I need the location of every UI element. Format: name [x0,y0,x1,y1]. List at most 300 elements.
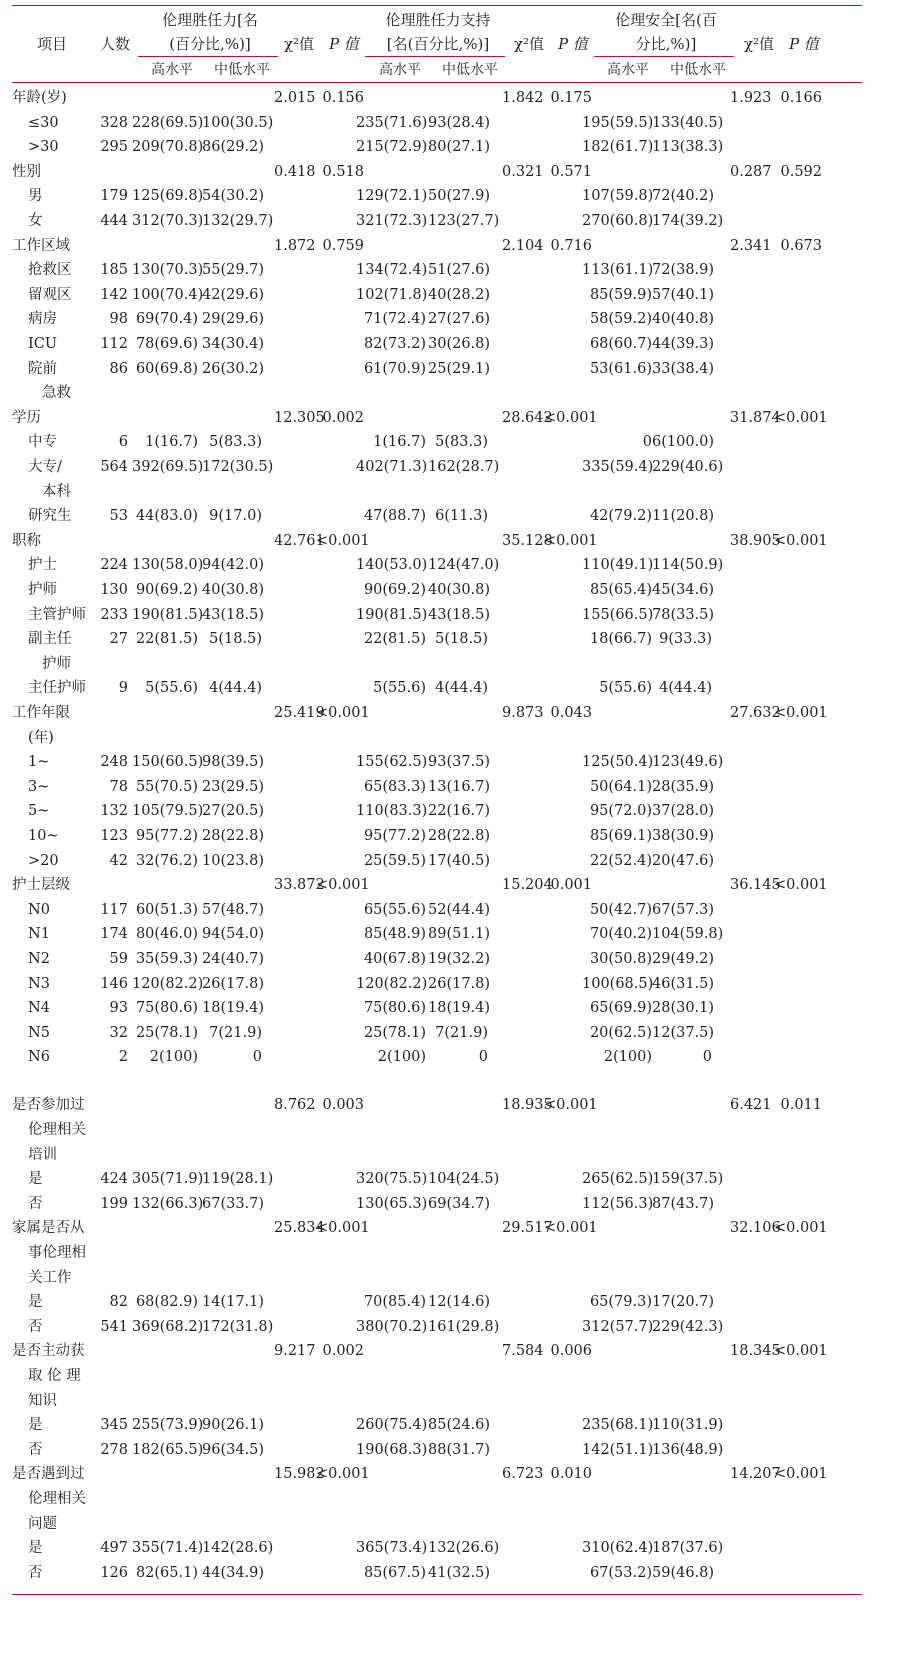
midlow-level-cell: 4(44.4) [659,680,712,697]
midlow-level-cell: 33(38.4) [652,360,715,377]
midlow-level-cell: 78(33.5) [652,606,715,623]
high-level-cell: 65(83.3) [363,778,426,795]
category-label: 家属是否从 [12,1220,85,1237]
high-level-cell: 55(70.5) [135,778,198,795]
high-level-cell: 2(100) [149,1049,198,1066]
header-group3-line1: 伦理安全[名(百 [615,11,717,29]
count-cell: 27 [109,631,128,648]
high-level-cell: 40(67.8) [363,951,426,967]
subheader-midlow-1: 中低水平 [214,62,270,78]
high-level-cell: 60(51.3) [135,901,198,918]
subcategory-label: ≤30 [28,114,59,131]
header-group1-line1: 伦理胜任力[名 [162,11,258,29]
midlow-level-cell: 27(27.6) [428,311,491,328]
high-level-cell: 120(82.2) [356,975,428,992]
chi-square-cell: 0.287 [730,163,772,180]
midlow-level-cell: 40(28.2) [428,286,491,303]
high-level-cell: 95(72.0) [589,803,652,820]
category-label: 培训 [28,1146,57,1163]
high-level-cell: 195(59.5) [582,114,654,131]
count-cell: 179 [100,188,128,205]
count-cell: 78 [109,778,128,795]
midlow-level-cell: 42(29.6) [202,286,265,303]
high-level-cell: 1(16.7) [145,434,198,451]
high-level-cell: 80(46.0) [135,926,198,943]
count-cell: 9 [118,680,128,697]
midlow-level-cell: 7(21.9) [209,1024,262,1041]
midlow-level-cell: 38(30.9) [652,828,715,844]
subcategory-label: N3 [28,975,50,992]
high-level-cell: 190(81.5) [132,606,204,623]
subcategory-label: 大专/ [28,459,62,475]
header-group3-line2: 分比,%)] [635,35,697,53]
high-level-cell: 235(71.6) [356,114,428,131]
count-cell: 345 [100,1417,128,1434]
midlow-level-cell: 57(48.7) [202,901,265,918]
chi-square-cell: 25.834 [274,1220,325,1237]
midlow-level-cell: 43(18.5) [202,606,265,623]
subcategory-label: 1~ [28,754,50,771]
midlow-level-cell: 6(100.0) [652,434,715,451]
high-level-cell: 120(82.2) [132,975,204,992]
header-chi3: χ²值 [743,35,775,53]
high-level-cell: 18(66.7) [589,631,652,648]
midlow-level-cell: 14(17.1) [202,1294,265,1311]
subcategory-label: 男 [28,188,43,205]
high-level-cell: 42(79.2) [589,508,652,525]
midlow-level-cell: 67(33.7) [202,1195,265,1212]
category-label: 知识 [28,1392,57,1409]
high-level-cell: 155(62.5) [356,754,428,771]
midlow-level-cell: 28(35.9) [652,778,715,795]
high-level-cell: 312(57.7) [582,1318,654,1335]
midlow-level-cell: 20(47.6) [652,852,715,869]
midlow-level-cell: 26(17.8) [202,975,265,992]
subheader-midlow-2: 中低水平 [442,62,498,78]
midlow-level-cell: 30(26.8) [428,336,491,352]
count-cell: 126 [100,1564,128,1581]
midlow-level-cell: 159(37.5) [652,1171,724,1188]
header-count: 人数 [99,35,130,53]
subcategory-label: 护师 [42,655,71,672]
category-label: 职称 [12,532,41,549]
midlow-level-cell: 44(34.9) [202,1564,265,1581]
count-cell: 174 [100,926,128,943]
chi-square-cell: 0.418 [274,163,316,180]
category-label: 是否主动获 [12,1343,85,1360]
count-cell: 224 [100,557,128,574]
midlow-level-cell: 124(47.0) [428,557,500,574]
midlow-level-cell: 18(19.4) [428,1000,491,1017]
category-label: 取 伦 理 [28,1367,81,1384]
midlow-level-cell: 90(26.1) [202,1417,265,1434]
chi-square-cell: 28.642 [502,409,553,426]
count-cell: 142 [100,286,128,303]
high-level-cell: 270(60.8) [582,213,654,229]
header-rule [12,82,862,83]
high-level-cell: 100(70.4) [132,286,204,303]
midlow-level-cell: 72(40.2) [652,188,715,205]
header-p2: P 值 [558,35,588,53]
midlow-level-cell: 98(39.5) [202,754,265,771]
high-level-cell: 265(62.5) [582,1171,654,1188]
header-item: 项目 [36,35,67,53]
midlow-level-cell: 40(30.8) [202,582,265,598]
count-cell: 86 [109,360,128,377]
midlow-level-cell: 34(30.4) [202,336,265,352]
high-level-cell: 402(71.3) [356,459,428,475]
high-level-cell: 150(60.5) [132,754,204,771]
midlow-level-cell: 37(28.0) [652,803,715,820]
midlow-level-cell: 55(29.7) [202,262,265,279]
midlow-level-cell: 113(38.3) [652,139,724,156]
subcategory-label: 10~ [28,828,59,844]
high-level-cell: 25(78.1) [135,1024,198,1041]
midlow-level-cell: 172(30.5) [202,459,274,475]
high-level-cell: 155(66.5) [582,606,654,623]
high-level-cell: 0 [642,434,652,451]
high-level-cell: 320(75.5) [356,1171,428,1188]
high-level-cell: 312(70.3) [132,213,204,229]
midlow-level-cell: 174(39.2) [652,213,724,229]
midlow-level-cell: 94(42.0) [202,557,265,574]
midlow-level-cell: 19(32.2) [428,951,491,967]
high-level-cell: 85(65.4) [589,582,652,598]
midlow-level-cell: 28(22.8) [202,828,265,844]
high-level-cell: 310(62.4) [582,1540,654,1557]
header-group1-line2: (百分比,%)] [169,35,251,53]
high-level-cell: 228(69.5) [132,114,204,131]
subcategory-label: 本科 [42,483,71,500]
high-level-cell: 20(62.5) [589,1024,652,1041]
header-chi2: χ²值 [513,35,545,53]
chi-square-cell: 18.935 [502,1097,553,1114]
subcategory-label: 院前 [28,360,57,377]
midlow-level-cell: 50(27.9) [428,188,491,205]
midlow-level-cell: 46(31.5) [652,975,715,992]
category-label: 事伦理相 [28,1244,86,1261]
midlow-level-cell: 88(31.7) [428,1441,491,1458]
subcategory-label: 3~ [28,778,50,795]
count-cell: 98 [109,311,128,328]
high-level-cell: 53(61.6) [589,360,652,377]
p-value-cell: 0.673 [780,237,822,254]
p-value-cell: 0.043 [550,705,592,721]
high-level-cell: 365(73.4) [356,1540,428,1557]
high-level-cell: 30(50.8) [589,951,652,967]
midlow-level-cell: 119(28.1) [202,1171,274,1188]
subcategory-label: >30 [28,139,59,156]
count-cell: 59 [109,951,128,967]
high-level-cell: 182(65.5) [132,1441,204,1458]
high-level-cell: 110(83.3) [356,803,428,820]
chi-square-cell: 29.517 [502,1220,553,1237]
category-label: 工作年限 [12,705,70,721]
high-level-cell: 5(55.6) [599,680,652,697]
category-label: 问题 [28,1515,57,1532]
count-cell: 117 [100,901,128,918]
count-cell: 112 [100,336,128,352]
chi-square-cell: 12.305 [274,409,325,426]
category-label: 是否参加过 [12,1097,85,1114]
midlow-level-cell: 136(48.9) [652,1441,724,1458]
midlow-level-cell: 5(18.5) [209,631,262,648]
midlow-level-cell: 229(42.3) [652,1318,724,1335]
subcategory-label: N5 [28,1024,50,1041]
midlow-level-cell: 86(29.2) [202,139,265,156]
midlow-level-cell: 0 [252,1049,262,1066]
midlow-level-cell: 18(19.4) [202,1000,265,1017]
subcategory-label: 护师 [28,582,57,598]
subcategory-label: 5~ [28,803,50,820]
high-level-cell: 130(70.3) [132,262,204,279]
midlow-level-cell: 27(20.5) [202,803,265,820]
midlow-level-cell: 41(32.5) [428,1564,491,1581]
high-level-cell: 105(79.5) [132,803,204,820]
midlow-level-cell: 132(26.6) [428,1540,500,1557]
midlow-level-cell: 87(43.7) [652,1195,715,1212]
high-level-cell: 182(61.7) [582,139,654,156]
high-level-cell: 90(69.2) [135,582,198,598]
high-level-cell: 260(75.4) [356,1417,428,1434]
high-level-cell: 90(69.2) [363,582,426,598]
chi-square-cell: 2.341 [730,237,772,254]
p-value-cell: 0.759 [322,237,364,254]
count-cell: 564 [100,459,128,475]
high-level-cell: 107(59.8) [582,188,654,205]
count-cell: 328 [100,114,128,131]
midlow-level-cell: 23(29.5) [202,778,265,795]
midlow-level-cell: 85(24.6) [428,1417,491,1434]
high-level-cell: 67(53.2) [589,1564,652,1581]
high-level-cell: 75(80.6) [135,1000,198,1017]
subheader-high-1: 高水平 [151,62,193,78]
midlow-level-cell: 100(30.5) [202,114,274,131]
p-value-cell: 0.002 [322,1343,364,1360]
count-cell: 185 [100,262,128,279]
midlow-level-cell: 104(59.8) [652,926,724,943]
p-value-cell: <0.001 [774,409,828,426]
chi-square-cell: 0.321 [502,163,544,180]
category-label: 学历 [12,409,41,426]
p-value-cell: 0.003 [322,1097,364,1114]
midlow-level-cell: 69(34.7) [428,1195,491,1212]
subcategory-label: 急救 [42,385,71,402]
high-level-cell: 369(68.2) [132,1318,204,1335]
chi-square-cell: 31.874 [730,409,781,426]
high-level-cell: 35(59.3) [135,951,198,967]
high-level-cell: 355(71.4) [132,1540,204,1557]
high-level-cell: 102(71.8) [356,286,428,303]
midlow-level-cell: 43(18.5) [428,606,491,623]
midlow-level-cell: 67(57.3) [652,901,715,918]
count-cell: 295 [100,139,128,156]
high-level-cell: 65(79.3) [589,1294,652,1311]
p-value-cell: <0.001 [544,532,598,549]
chi-square-cell: 15.982 [274,1466,325,1483]
high-level-cell: 25(78.1) [363,1024,426,1041]
p-value-cell: 0.001 [550,877,592,894]
subcategory-label: N1 [28,926,50,943]
high-level-cell: 85(69.1) [589,828,652,844]
p-value-cell: <0.001 [774,705,828,721]
high-level-cell: 65(69.9) [589,1000,652,1017]
chi-square-cell: 27.632 [730,705,781,721]
midlow-level-cell: 142(28.6) [202,1540,274,1557]
count-cell: 541 [100,1318,128,1335]
subcategory-label: 否 [28,1441,43,1458]
count-cell: 132 [100,803,128,820]
midlow-level-cell: 94(54.0) [202,926,265,943]
chi-square-cell: 6.723 [502,1466,544,1483]
high-level-cell: 85(67.5) [363,1564,426,1581]
midlow-level-cell: 123(27.7) [428,213,500,229]
high-level-cell: 190(68.3) [356,1441,428,1458]
count-cell: 248 [100,754,128,771]
subcategory-label: 主管护师 [28,606,86,623]
high-level-cell: 142(51.1) [582,1441,654,1458]
chi-square-cell: 6.421 [730,1097,772,1114]
subcategory-label: N2 [28,951,50,967]
subcategory-label: N0 [28,901,50,918]
count-cell: 278 [100,1441,128,1458]
count-cell: 32 [109,1024,128,1041]
high-level-cell: 22(52.4) [589,852,652,869]
high-level-cell: 78(69.6) [135,336,198,352]
high-level-cell: 50(42.7) [589,901,652,918]
p-value-cell: 0.010 [550,1466,592,1483]
subcategory-label: 女 [28,213,43,229]
midlow-level-cell: 13(16.7) [428,778,491,795]
group2-rule [365,56,505,57]
midlow-level-cell: 5(83.3) [435,434,488,451]
chi-square-cell: 42.761 [274,532,325,549]
midlow-level-cell: 229(40.6) [652,459,724,475]
p-value-cell: 0.002 [322,409,364,426]
high-level-cell: 71(72.4) [363,311,426,328]
midlow-level-cell: 12(37.5) [652,1024,715,1041]
p-value-cell: <0.001 [316,1220,370,1237]
high-level-cell: 209(70.8) [132,139,204,156]
chi-square-cell: 33.872 [274,877,325,894]
count-cell: 146 [100,975,128,992]
p-value-cell: <0.001 [774,1343,828,1360]
subcategory-label: 留观区 [28,286,72,303]
high-level-cell: 321(72.3) [356,213,428,229]
midlow-level-cell: 26(30.2) [202,360,265,377]
subheader-midlow-3: 中低水平 [670,62,726,78]
high-level-cell: 25(59.5) [363,852,426,869]
chi-square-cell: 9.873 [502,705,544,721]
midlow-level-cell: 40(40.8) [652,311,715,328]
category-label: 护士层级 [12,877,70,894]
high-level-cell: 44(83.0) [135,508,198,525]
high-level-cell: 70(40.2) [589,926,652,943]
chi-square-cell: 2.015 [274,90,316,106]
high-level-cell: 255(73.9) [132,1417,204,1434]
p-value-cell: <0.001 [316,877,370,894]
high-level-cell: 82(65.1) [135,1564,198,1581]
chi-square-cell: 1.872 [274,237,316,254]
high-level-cell: 5(55.6) [145,680,198,697]
p-value-cell: 0.166 [780,90,822,106]
subheader-high-3: 高水平 [607,62,649,78]
subcategory-label: 是 [28,1540,43,1557]
midlow-level-cell: 12(14.6) [428,1294,491,1311]
subcategory-label: 是 [28,1294,43,1311]
high-level-cell: 130(65.3) [356,1195,428,1212]
midlow-level-cell: 187(37.6) [652,1540,724,1557]
chi-square-cell: 1.923 [730,90,772,106]
high-level-cell: 215(72.9) [356,139,428,156]
midlow-level-cell: 45(34.6) [652,582,715,598]
high-level-cell: 335(59.4) [582,459,654,475]
chi-square-cell: 25.419 [274,705,325,721]
subcategory-label: N4 [28,1000,50,1017]
p-value-cell: <0.001 [316,532,370,549]
midlow-level-cell: 11(20.8) [652,508,715,525]
midlow-level-cell: 110(31.9) [652,1417,724,1434]
midlow-level-cell: 7(21.9) [435,1024,488,1041]
count-cell: 199 [100,1195,128,1212]
chi-square-cell: 9.217 [274,1343,316,1360]
midlow-level-cell: 54(30.2) [202,188,265,205]
midlow-level-cell: 4(44.4) [435,680,488,697]
high-level-cell: 22(81.5) [135,631,198,648]
midlow-level-cell: 29(49.2) [652,951,715,967]
category-label: 关工作 [28,1269,72,1286]
midlow-level-cell: 28(22.8) [428,828,491,844]
count-cell: 93 [109,1000,128,1017]
p-value-cell: <0.001 [774,532,828,549]
p-value-cell: 0.175 [550,90,592,106]
high-level-cell: 65(55.6) [363,901,426,918]
chi-square-cell: 18.345 [730,1343,781,1360]
category-label: 性别 [12,163,41,180]
p-value-cell: 0.592 [780,163,822,180]
chi-square-cell: 14.207 [730,1466,781,1483]
subcategory-label: 否 [28,1564,43,1581]
high-level-cell: 235(68.1) [582,1417,654,1434]
count-cell: 6 [118,434,128,451]
midlow-level-cell: 93(28.4) [428,114,491,131]
count-cell: 82 [109,1294,128,1311]
count-cell: 42 [109,852,128,869]
header-group2-line1: 伦理胜任力支持 [385,11,491,29]
category-label: 工作区域 [12,237,70,254]
high-level-cell: 5(55.6) [373,680,426,697]
high-level-cell: 134(72.4) [356,262,428,279]
count-cell: 53 [109,508,128,525]
p-value-cell: <0.001 [774,1466,828,1483]
group3-rule [594,56,734,57]
midlow-level-cell: 44(39.3) [652,336,715,352]
high-level-cell: 129(72.1) [356,188,428,205]
category-label: 伦理相关 [28,1490,86,1507]
subcategory-label: >20 [28,852,59,869]
high-level-cell: 125(50.4) [582,754,654,771]
chi-square-cell: 7.584 [502,1343,544,1360]
p-value-cell: 0.156 [322,90,364,106]
high-level-cell: 75(80.6) [363,1000,426,1017]
high-level-cell: 60(69.8) [135,360,198,377]
count-cell: 497 [100,1540,128,1557]
midlow-level-cell: 52(44.4) [428,901,491,918]
p-value-cell: <0.001 [544,1220,598,1237]
midlow-level-cell: 25(29.1) [428,360,491,377]
high-level-cell: 100(68.5) [582,975,654,992]
subcategory-label: ICU [28,336,58,352]
